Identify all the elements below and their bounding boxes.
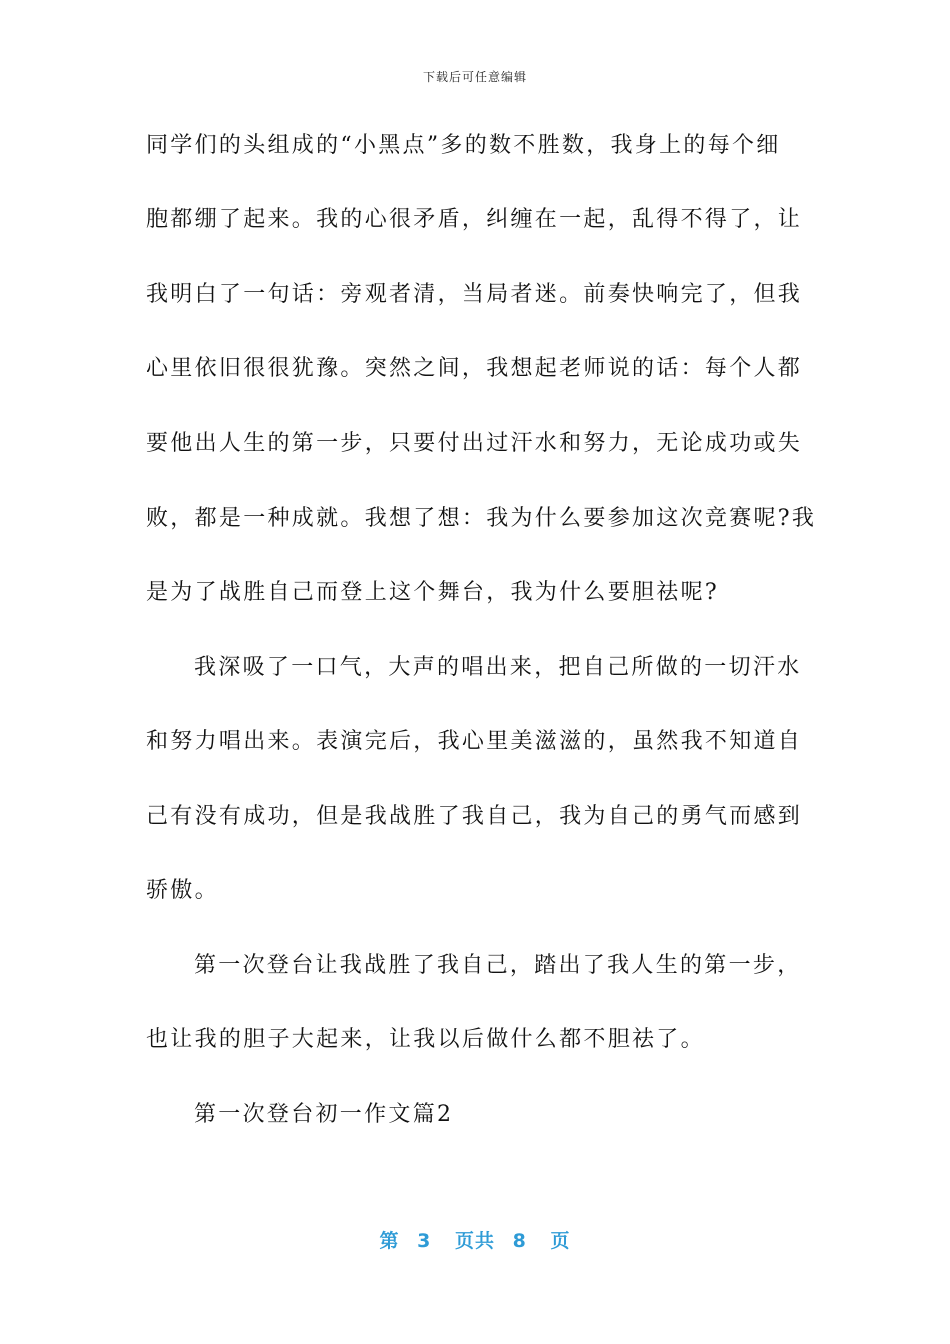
text-line: 败，都是一种成就。我想了想：我为什么要参加这次竞赛呢?我: [146, 506, 817, 531]
text-line: 胞都绷了起来。我的心很矛盾，纠缠在一起，乱得不得了，让: [146, 207, 803, 232]
text-line: 是为了战胜自己而登上这个舞台，我为什么要胆祛呢?: [146, 580, 719, 605]
text-line: 我明白了一句话：旁观者清，当局者迷。前奏快响完了，但我: [146, 282, 803, 307]
footer-current-page: 3: [417, 1230, 432, 1252]
page-footer: [0, 1226, 950, 1253]
text-line: 和努力唱出来。表演完后，我心里美滋滋的，虽然我不知道自: [146, 729, 803, 754]
text-line: 同学们的头组成的“小黑点”多的数不胜数，我身上的每个细: [146, 133, 781, 158]
section-heading: 第一次登台初一作文篇2: [194, 1102, 454, 1127]
paragraph-start-line: 我深吸了一口气，大声的唱出来，把自己所做的一切汗水: [194, 655, 802, 680]
text-line: 也让我的胆子大起来，让我以后做什么都不胆祛了。: [146, 1027, 705, 1052]
text-line: 心里依旧很很犹豫。突然之间，我想起老师说的话：每个人都: [146, 356, 803, 381]
footer-total-pages: 8: [512, 1230, 527, 1252]
text-line: 己有没有成功，但是我战胜了我自己，我为自己的勇气而感到: [146, 804, 803, 829]
page-header: 下载后可任意编辑: [422, 70, 527, 84]
footer-middle: 页共: [454, 1230, 495, 1252]
text-line: 要他出人生的第一步，只要付出过汗水和努力，无论成功或失: [146, 431, 803, 456]
footer-prefix: 第: [379, 1230, 400, 1252]
text-line: 骄傲。: [146, 878, 219, 903]
paragraph-start-line: 第一次登台让我战胜了我自己，踏出了我人生的第一步，: [194, 953, 802, 978]
footer-suffix: 页: [550, 1230, 571, 1252]
